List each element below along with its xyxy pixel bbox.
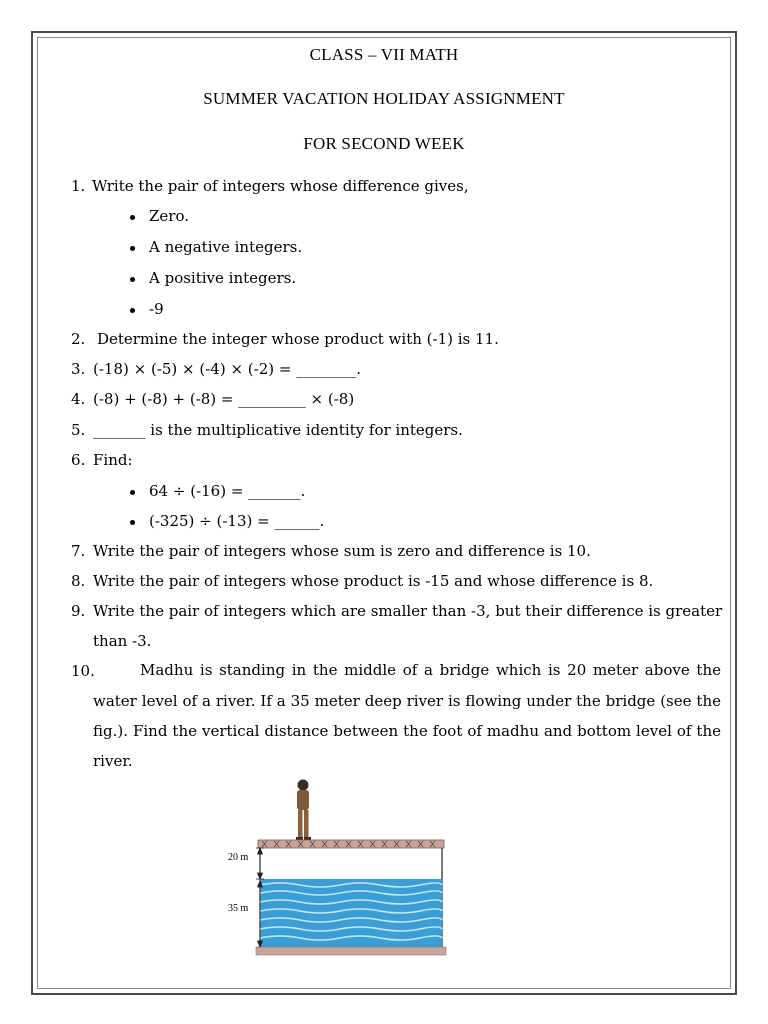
bullet-text: Zero.	[149, 207, 190, 225]
question-text: river.	[93, 752, 133, 770]
question-number: 5.	[71, 421, 86, 439]
bullet-dot	[130, 277, 135, 282]
bullet-dot	[130, 308, 135, 313]
question-number: 8.	[71, 572, 86, 590]
question-text: (-8) + (-8) + (-8) = _________ × (-8)	[93, 390, 355, 408]
bullet-dot	[130, 520, 135, 525]
question-text: (-18) × (-5) × (-4) × (-2) = ________.	[93, 360, 361, 378]
person-figure	[296, 780, 311, 841]
question-text: water level of a river. If a 35 meter deep river is flowing under the bridge (see the	[93, 692, 721, 710]
question-number: 3.	[71, 360, 86, 378]
bullet-text: A negative integers.	[149, 238, 303, 256]
bullet-text: 64 ÷ (-16) = _______.	[149, 482, 306, 500]
label-20m: 20 m	[228, 852, 249, 863]
bullet-text: A positive integers.	[149, 269, 297, 287]
question-text: Write the pair of integers whose sum is zero and difference is 10.	[93, 542, 591, 560]
title-assignment: SUMMER VACATION HOLIDAY ASSIGNMENT	[203, 89, 565, 108]
question-number: 7.	[71, 542, 86, 560]
bullet-text: (-325) ÷ (-13) = ______.	[149, 512, 325, 530]
river-bed	[256, 947, 446, 955]
bullet-dot	[130, 215, 135, 220]
question-number: 10.	[71, 662, 95, 680]
question-number: 9.	[71, 602, 86, 620]
question-number: 1.	[71, 177, 86, 195]
bullet-dot	[130, 246, 135, 251]
title-week: FOR SECOND WEEK	[303, 134, 465, 153]
title-class: CLASS – VII MATH	[309, 45, 459, 64]
question-text: Find:	[93, 451, 133, 469]
question-number: 2.	[71, 330, 86, 348]
question-text: Write the pair of integers which are smaller than -3, but their difference is greater	[93, 602, 723, 620]
question-text: than -3.	[93, 632, 152, 650]
bridge-river-figure	[220, 775, 460, 965]
question-text: Determine the integer whose product with (-1) is 11.	[97, 330, 499, 348]
question-text: Write the pair of integers whose product is -15 and whose difference is 8.	[93, 572, 654, 590]
question-number: 4.	[71, 390, 86, 408]
question-text: fig.). Find the vertical distance between the foot of madhu and bottom level of the	[93, 722, 721, 740]
question-text: _______ is the multiplicative identity for integers.	[93, 421, 463, 439]
question-number: 6.	[71, 451, 86, 469]
question-text: Madhu is standing in the middle of a bridge which is 20 meter above the	[140, 661, 721, 679]
question-text: Write the pair of integers whose difference gives,	[92, 177, 469, 195]
bullet-dot	[130, 490, 135, 495]
label-35m: 35 m	[228, 903, 249, 914]
bullet-text: -9	[149, 300, 164, 318]
